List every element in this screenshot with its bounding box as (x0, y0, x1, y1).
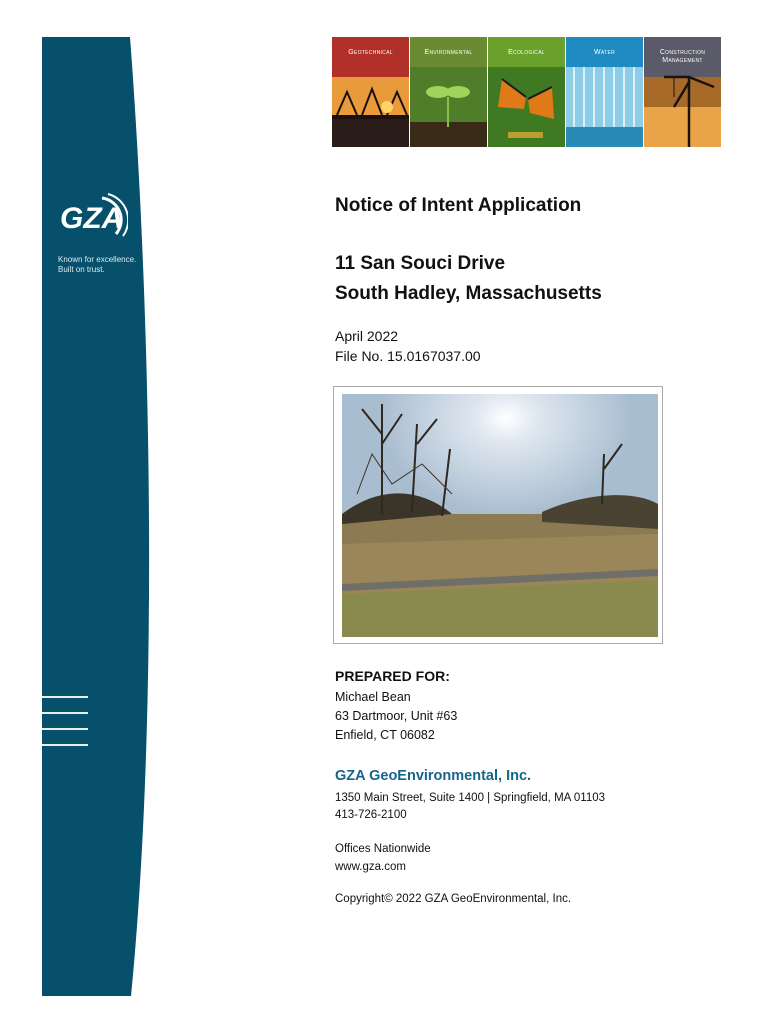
copyright-notice: Copyright© 2022 GZA GeoEnvironmental, Inc. (335, 893, 572, 905)
company-website[interactable]: www.gza.com (335, 861, 406, 873)
panel-ecological (488, 37, 566, 147)
gza-logo (58, 188, 158, 249)
panel-water (566, 37, 644, 147)
tagline-line2: Built on trust. (58, 265, 105, 274)
panel-geotechnical (332, 37, 410, 147)
logo-tagline (58, 255, 153, 275)
panel-label-ecological: Ecological (508, 49, 545, 56)
company-phone: 413-726-2100 (335, 809, 407, 821)
panel-label-geotechnical: Geotechnical (348, 49, 393, 56)
client-name: Michael Bean (335, 690, 411, 704)
tagline-line1: Known for excellence. (58, 255, 137, 264)
client-street: 63 Dartmoor, Unit #63 (335, 709, 458, 723)
document-date: April 2022 (335, 328, 399, 344)
gza-logo-mark (58, 188, 128, 244)
panel-label-construction (644, 49, 721, 65)
prepared-for-heading: PREPARED FOR: (335, 668, 450, 684)
offices-note: Offices Nationwide (335, 843, 431, 855)
site-address-city: South Hadley, Massachusetts (335, 283, 602, 304)
site-photo (342, 394, 658, 637)
document-title: Notice of Intent Application (335, 195, 582, 216)
client-city: Enfield, CT 06082 (335, 728, 435, 742)
panel-construction (644, 37, 721, 147)
sidebar-rules (42, 696, 88, 760)
file-number: File No. 15.0167037.00 (335, 348, 481, 364)
services-banner (332, 37, 721, 147)
sidebar-shape (0, 0, 170, 1024)
svg-text:GZA: GZA (60, 202, 124, 235)
site-address-street: 11 San Souci Drive (335, 253, 506, 274)
sidebar-band (0, 0, 170, 1024)
panel-label-water: Water (593, 49, 616, 56)
panel-label-environmental: Environmental (424, 49, 473, 56)
panel-label-construction-line1: Construction (659, 49, 706, 56)
site-photo-frame (333, 386, 663, 644)
panel-environmental (410, 37, 488, 147)
company-name: GZA GeoEnvironmental, Inc. (335, 768, 532, 784)
company-address: 1350 Main Street, Suite 1400 | Springfield, MA 01103 (335, 792, 606, 804)
panel-label-construction-line2: Management (662, 57, 703, 64)
